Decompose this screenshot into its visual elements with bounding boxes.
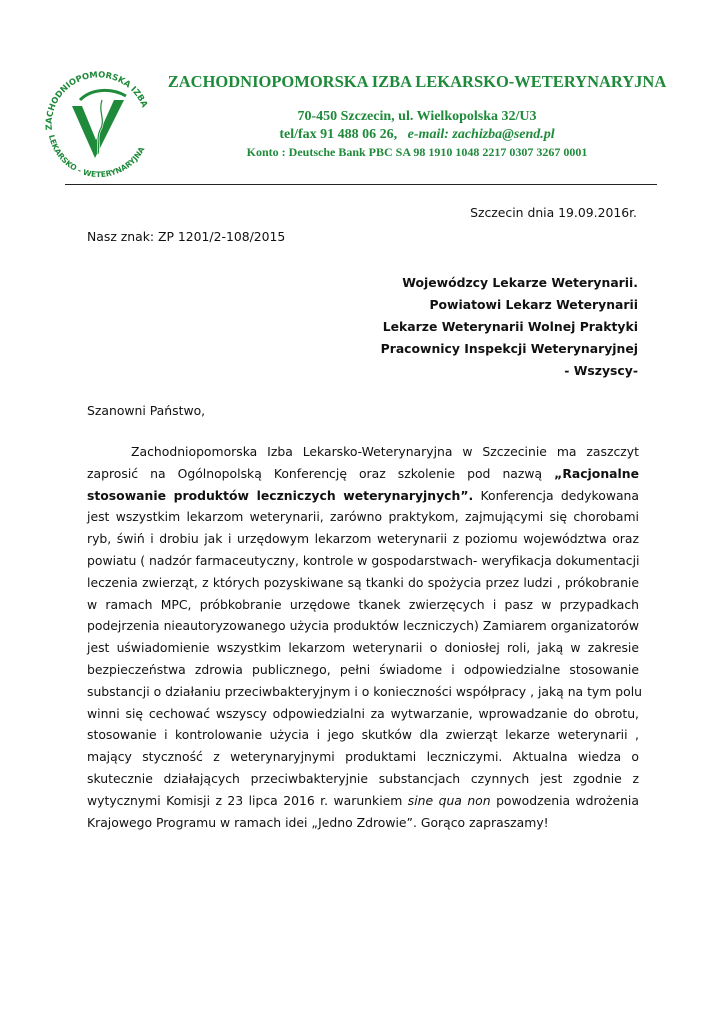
conference-title-end: stosowanie produktów leczniczych weterynaryjnych”.: [87, 487, 474, 503]
paragraph-line: [87, 790, 639, 812]
paragraph-line: w ramach MPC, próbkobranie urzędowe tkanek zwierzęcych i pasz w przypadkach: [87, 596, 639, 612]
paragraph-line-text: powodzenia wdrożenia: [496, 792, 639, 808]
paragraph-line: stosowanie i kontrolowanie użycia i jego skutków dla zwierząt lekarze weterynarii ,: [87, 727, 639, 743]
paragraph-line: leczenia zwierząt, z których pozyskiwane są tkanki do spożycia przez ludzi , prókobranie: [87, 574, 639, 590]
header-divider: [65, 184, 657, 185]
paragraph-line: mający styczność z weterynaryjnymi produktami leczniczymi. Aktualna wiedza o: [87, 749, 639, 765]
paragraph-line: jest wszystkim lekarzom weterynarii, zarówno praktykom, zajmującymi się chorobami: [87, 509, 639, 525]
salutation: Szanowni Państwo,: [87, 403, 206, 418]
logo-ring-text-top: ZACHODNIOPOMORSKA IZBA: [43, 69, 151, 131]
recipient-line: - Wszyscy-: [564, 363, 638, 378]
paragraph-line: substancji o działaniu przeciwbakteryjnym i o konieczności współpracy , jaką na tym polu: [87, 683, 643, 699]
chamber-logo: [40, 66, 158, 184]
paragraph-line: jest uświadomienie wszystkim lekarzom weterynarii o doniosłej roli, jaką w zakresie: [87, 640, 639, 656]
paragraph-line: ryb, świń i drobiu jak i urzędowym lekarzom weterynarii z poziomu województwa oraz: [87, 531, 639, 547]
paragraph-line: skutecznie działających przeciwbakteryjnie substancjach czynnych jest zgodnie z: [87, 770, 639, 786]
latin-phrase: sine qua non: [407, 792, 491, 808]
paragraph-line: [87, 463, 639, 485]
organization-contact: [162, 127, 672, 143]
recipient-line: Pracownicy Inspekcji Weterynaryjnej: [380, 341, 638, 356]
paragraph-line: bezpieczeństwa zdrowia publicznego, pełni świadome i odpowiedzialne stosowanie: [87, 661, 639, 677]
organization-name: ZACHODNIOPOMORSKA IZBA LEKARSKO-WETERYNARYJNA: [167, 72, 667, 91]
letter-date: Szczecin dnia 19.09.2016r.: [470, 205, 637, 220]
svg-text:ZACHODNIOPOMORSKA IZBA: [44, 69, 151, 130]
paragraph-line: Krajowego Programu w ramach idei „Jedno Zdrowie”. Gorąco zapraszamy!: [87, 814, 549, 830]
recipients-block: [381, 272, 638, 382]
tel-fax: tel/fax 91 488 06 26,: [279, 127, 398, 142]
reference-number: Nasz znak: ZP 1201/2-108/2015: [87, 229, 286, 244]
paragraph-line: winni się cechować wszyscy odpowiedzialni za wytwarzanie, wprowadzanie do obrotu,: [87, 705, 639, 721]
organization-address: 70-450 Szczecin, ul. Wielkopolska 32/U3: [297, 109, 537, 124]
logo-ring-text-bottom: LEKARSKO - WETERYNARYJNA: [46, 133, 147, 180]
invitation-paragraph: [87, 441, 643, 833]
conference-title-start: „Racjonalne: [554, 465, 639, 481]
paragraph-line-text: zaprosić na Ogólnopolską Konferencję oraz szkolenie pod nazwą: [87, 465, 543, 481]
bank-account: Konto : Deutsche Bank PBC SA 98 1910 1048 2217 0307 3267 0001: [246, 145, 588, 159]
recipient-line: Wojewódzcy Lekarze Weterynarii.: [402, 275, 638, 290]
paragraph-line: [87, 485, 639, 507]
recipient-line: Lekarze Weterynarii Wolnej Praktyki: [382, 319, 638, 334]
email-address: e-mail: zachizba@send.pl: [407, 127, 555, 142]
paragraph-line: podejrzenia nieautoryzowanego użycia produktów leczniczych) Zamiarem organizatorów: [87, 618, 639, 634]
paragraph-line-text: wytycznymi Komisji z 23 lipca 2016 r. warunkiem: [87, 792, 403, 808]
recipient-line: Powiatowi Lekarz Weterynarii: [429, 297, 638, 312]
paragraph-line: Zachodniopomorska Izba Lekarsko-Weterynaryjna w Szczecinie ma zaszczyt: [131, 444, 639, 459]
paragraph-line: powiatu ( nadzór farmaceutyczny, kontrole w gospodarstwach- weryfikacja dokumentacji: [87, 552, 640, 568]
paragraph-line-text: Konferencja dedykowana: [480, 487, 640, 503]
